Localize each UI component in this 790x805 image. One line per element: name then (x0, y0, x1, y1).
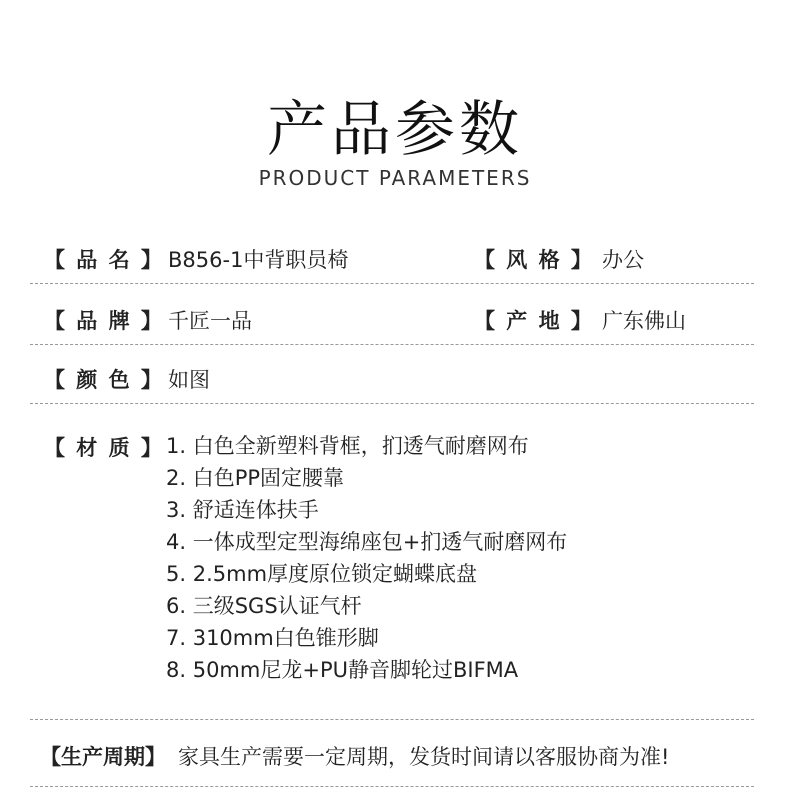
divider (30, 283, 754, 284)
material-item: 5. 2.5mm厚度原位锁定蝴蝶底盘 (166, 562, 478, 586)
material-item: 1. 白色全新塑料背框，扪透气耐磨网布 (166, 434, 529, 458)
material-item: 8. 50mm尼龙+PU静音脚轮过BIFMA (166, 658, 519, 682)
material-list (166, 430, 567, 686)
divider (30, 786, 754, 787)
param-label-style: 【 风 格 】 (474, 248, 594, 272)
param-value-style: 办公 (602, 248, 644, 272)
param-label-origin: 【 产 地 】 (474, 309, 594, 333)
divider (30, 403, 754, 404)
param-value-color: 如图 (168, 368, 210, 392)
material-item: 4. 一体成型定型海绵座包+扪透气耐磨网布 (166, 530, 568, 554)
notice-label: 【生产周期】 (40, 745, 166, 769)
param-value-brand: 千匠一品 (168, 309, 252, 333)
param-value-origin: 广东佛山 (602, 309, 686, 333)
param-value-name: B856-1中背职员椅 (168, 248, 349, 272)
page-subtitle: PRODUCT PARAMETERS (258, 166, 532, 190)
material-item: 3. 舒适连体扶手 (166, 498, 319, 522)
divider (30, 344, 754, 345)
param-label-brand: 【 品 牌 】 (44, 309, 164, 333)
notice-text: 家具生产需要一定周期，发货时间请以客服协商为准! (178, 745, 670, 769)
param-label-name: 【 品 名 】 (44, 248, 164, 272)
page-title: 产品参数 (267, 95, 523, 165)
param-label-color: 【 颜 色 】 (44, 368, 164, 392)
material-item: 2. 白色PP固定腰靠 (166, 466, 345, 490)
divider (30, 719, 754, 720)
material-item: 7. 310mm白色锥形脚 (166, 626, 379, 650)
param-label-material: 【 材 质 】 (44, 436, 164, 460)
material-item: 6. 三级SGS认证气杆 (166, 594, 362, 618)
